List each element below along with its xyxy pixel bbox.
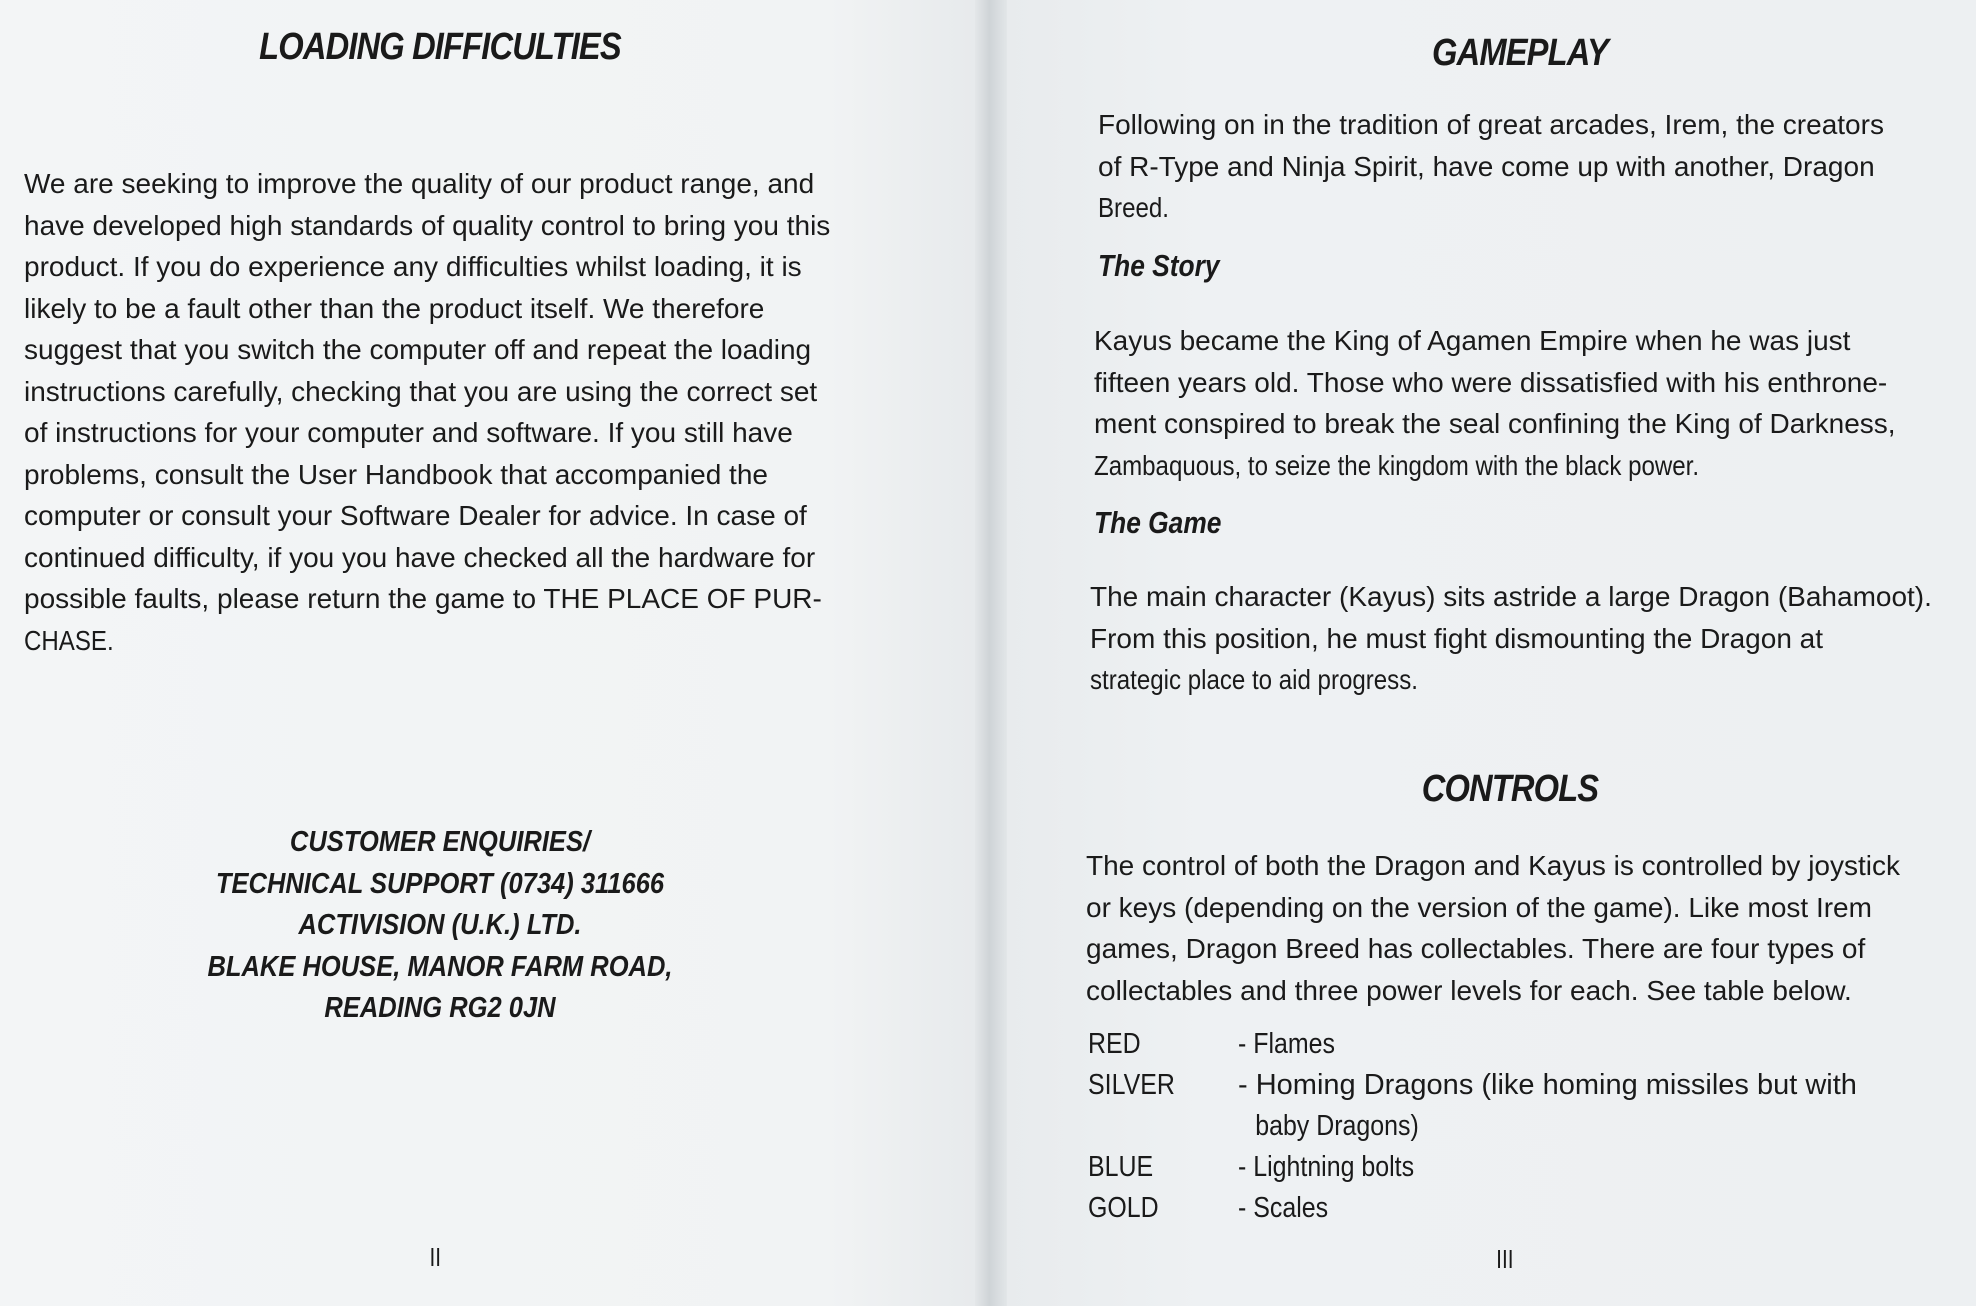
- text-line: of R-Type and Ninja Spirit, have come up with another, Dragon: [1098, 150, 1875, 182]
- collectable-description: - Lightning bolts: [1238, 1151, 1415, 1183]
- text-line: possible faults, please return the game to THE PLACE OF PUR-: [24, 583, 822, 614]
- text-line: ment conspired to break the seal confining the King of Darkness,: [1094, 408, 1896, 439]
- controls-heading: CONTROLS: [1421, 768, 1599, 810]
- text-line: Following on in the tradition of great arcades, Irem, the creators: [1098, 109, 1884, 140]
- collectable-color: BLUE: [1088, 1151, 1154, 1183]
- collectable-description: - Flames: [1238, 1028, 1336, 1060]
- text-line: CHASE.: [24, 624, 114, 656]
- contact-line: BLAKE HOUSE, MANOR FARM ROAD,: [207, 950, 673, 983]
- collectable-description: - Scales: [1238, 1192, 1329, 1224]
- collectable-color: GOLD: [1088, 1192, 1159, 1224]
- collectable-row: [1088, 1065, 1928, 1147]
- text-line: Breed.: [1098, 192, 1169, 223]
- collectable-row: [1088, 1024, 1928, 1065]
- left-page: [0, 0, 975, 1306]
- collectables-table: [1088, 1024, 1928, 1229]
- text-line: games, Dragon Breed has collectables. There are four types of: [1086, 933, 1866, 964]
- contact-line: TECHNICAL SUPPORT (0734) 311666: [215, 867, 665, 900]
- page-number-right: III: [1496, 1244, 1514, 1274]
- text-line: collectables and three power levels for each. See table below.: [1086, 974, 1852, 1006]
- text-line: fifteen years old. Those who were dissatisfied with his enthrone-: [1094, 366, 1888, 398]
- book-gutter: [975, 0, 1007, 1306]
- text-line: The control of both the Dragon and Kayus is controlled by joystick: [1086, 850, 1900, 881]
- text-line: Kayus became the King of Agamen Empire when he was just: [1094, 325, 1851, 356]
- game-body: [1090, 576, 1936, 701]
- collectable-description: - Homing Dragons (like homing missiles but with baby Dragons): [1238, 1069, 1857, 1142]
- collectable-row: [1088, 1188, 1928, 1229]
- loading-difficulties-body: [24, 163, 862, 661]
- story-subheading: The Story: [1098, 248, 1220, 283]
- contact-info: [150, 822, 730, 1030]
- text-line: strategic place to aid progress.: [1090, 664, 1418, 695]
- collectable-color: SILVER: [1088, 1069, 1175, 1101]
- text-line: of instructions for your computer and software. If you still have: [24, 417, 793, 448]
- text-line: instructions carefully, checking that you are using the correct set: [24, 375, 818, 407]
- text-line: likely to be a fault other than the product itself. We therefore: [24, 292, 765, 324]
- text-line: continued difficulty, if you you have checked all the hardware for: [24, 541, 816, 573]
- gameplay-intro: [1098, 104, 1936, 229]
- text-line: suggest that you switch the computer off and repeat the loading: [24, 334, 812, 365]
- page-number-left: II: [429, 1242, 442, 1272]
- gameplay-heading: GAMEPLAY: [1432, 32, 1608, 74]
- text-line: problems, consult the User Handbook that accompanied the: [24, 458, 768, 490]
- text-line: The main character (Kayus) sits astride a large Dragon (Bahamoot).: [1090, 581, 1932, 612]
- text-line: computer or consult your Software Dealer for advice. In case of: [24, 500, 807, 531]
- game-subheading: The Game: [1094, 505, 1222, 540]
- contact-line: CUSTOMER ENQUIRIES/: [289, 826, 591, 858]
- text-line: From this position, he must fight dismounting the Dragon at: [1090, 622, 1824, 654]
- collectable-color: RED: [1088, 1028, 1141, 1060]
- text-line: Zambaquous, to seize the kingdom with the black power.: [1094, 449, 1700, 481]
- text-line: product. If you do experience any difficulties whilst loading, it is: [24, 251, 802, 282]
- loading-difficulties-heading: LOADING DIFFICULTIES: [259, 26, 621, 68]
- text-line: We are seeking to improve the quality of our product range, and: [24, 168, 815, 199]
- story-body: [1094, 320, 1936, 486]
- text-line: or keys (depending on the version of the game). Like most Irem: [1086, 891, 1872, 923]
- text-line: have developed high standards of quality control to bring you this: [24, 209, 831, 241]
- contact-line: ACTIVISION (U.K.) LTD.: [298, 909, 582, 941]
- contact-line: READING RG2 0JN: [324, 992, 556, 1024]
- collectable-row: [1088, 1147, 1928, 1188]
- controls-body: [1086, 845, 1926, 1011]
